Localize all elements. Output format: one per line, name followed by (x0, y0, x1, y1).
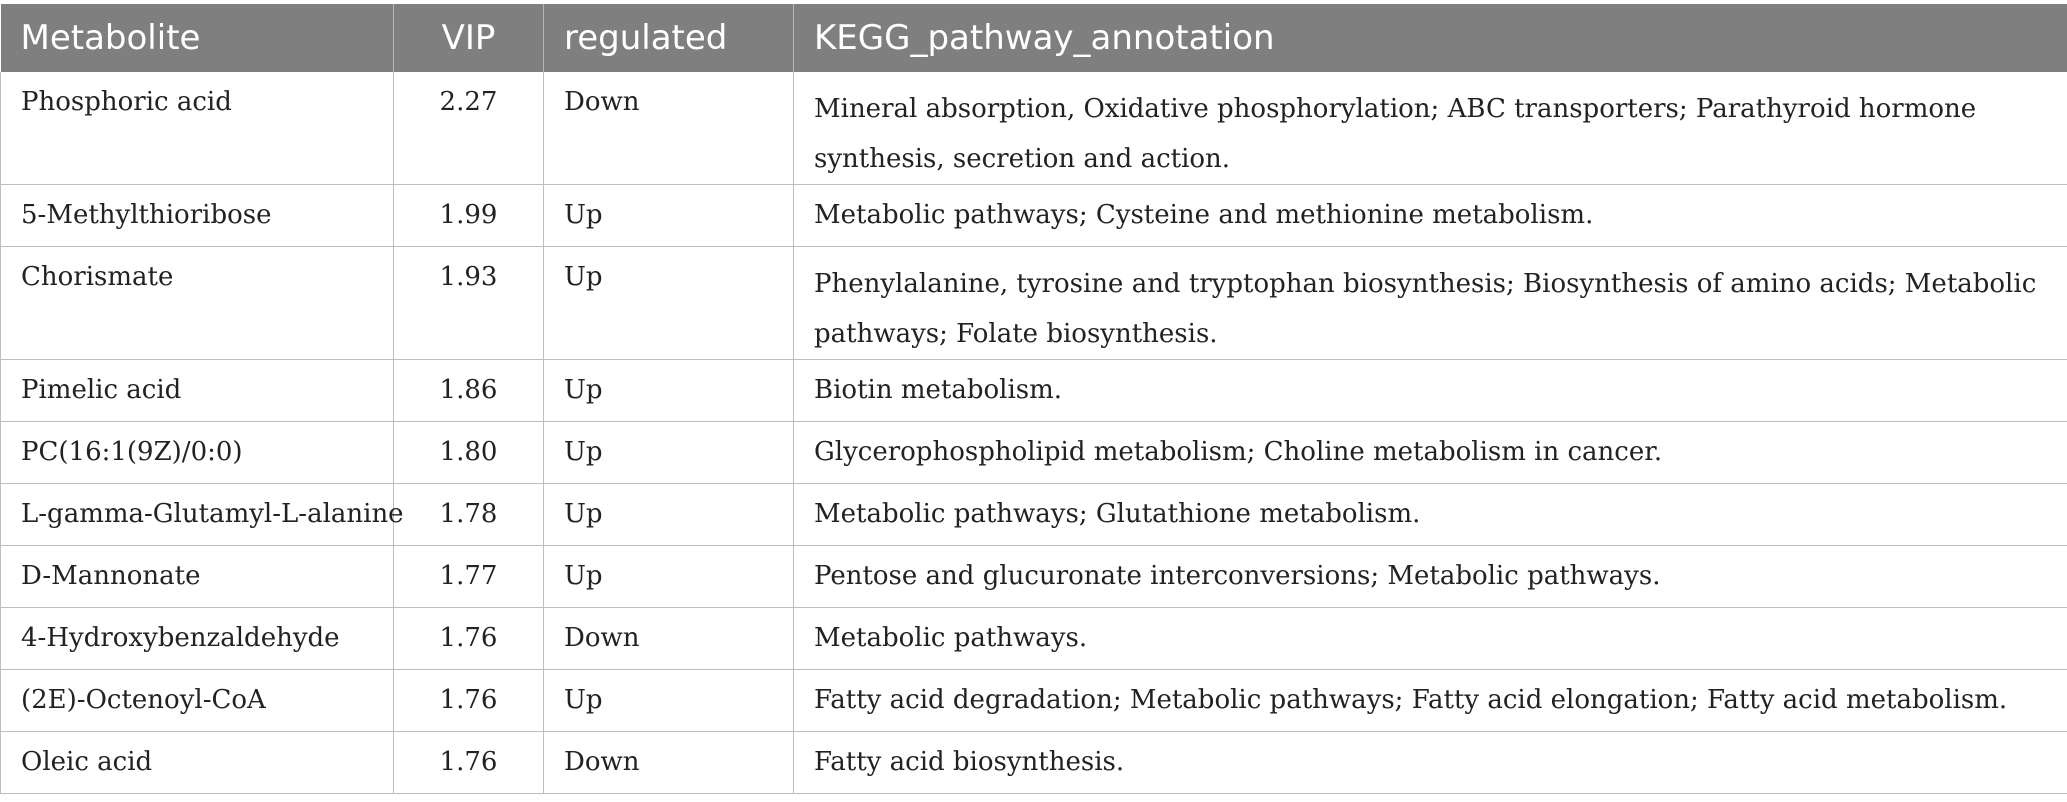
cell-vip: 2.27 (394, 72, 544, 185)
cell-regulated: Up (544, 546, 794, 608)
cell-metabolite: 4-Hydroxybenzaldehyde (1, 608, 394, 670)
header-kegg-pathway: KEGG_pathway_annotation (794, 4, 2067, 72)
table-body (1, 72, 2067, 794)
cell-regulated: Up (544, 422, 794, 484)
cell-kegg-pathway: Mineral absorption, Oxidative phosphorylation; ABC transporters; Parathyroid hormone synthesis, secretion and action. (794, 72, 2067, 185)
cell-kegg-pathway: Phenylalanine, tyrosine and tryptophan biosynthesis; Biosynthesis of amino acids; Metabolic pathways; Folate biosynthesis. (794, 247, 2067, 360)
cell-regulated: Down (544, 608, 794, 670)
cell-kegg-pathway: Fatty acid degradation; Metabolic pathways; Fatty acid elongation; Fatty acid metabolism. (794, 670, 2067, 732)
cell-regulated: Down (544, 72, 794, 185)
metabolite-table-container (0, 4, 2067, 794)
cell-kegg-pathway: Metabolic pathways; Cysteine and methionine metabolism. (794, 185, 2067, 247)
cell-kegg-pathway: Glycerophospholipid metabolism; Choline metabolism in cancer. (794, 422, 2067, 484)
table-row (1, 422, 2067, 484)
cell-metabolite: (2E)-Octenoyl-CoA (1, 670, 394, 732)
table-row (1, 72, 2067, 185)
cell-regulated: Up (544, 484, 794, 546)
cell-vip: 1.77 (394, 546, 544, 608)
cell-regulated: Up (544, 670, 794, 732)
metabolite-table (0, 4, 2067, 794)
table-row (1, 732, 2067, 794)
cell-vip: 1.99 (394, 185, 544, 247)
table-row (1, 247, 2067, 360)
header-vip: VIP (394, 4, 544, 72)
cell-vip: 1.80 (394, 422, 544, 484)
cell-metabolite: Phosphoric acid (1, 72, 394, 185)
cell-regulated: Down (544, 732, 794, 794)
table-row (1, 546, 2067, 608)
cell-metabolite: D-Mannonate (1, 546, 394, 608)
table-row (1, 608, 2067, 670)
cell-kegg-pathway: Metabolic pathways. (794, 608, 2067, 670)
cell-regulated: Up (544, 185, 794, 247)
cell-vip: 1.76 (394, 670, 544, 732)
cell-metabolite: L-gamma-Glutamyl-L-alanine (1, 484, 394, 546)
cell-vip: 1.86 (394, 360, 544, 422)
cell-kegg-pathway: Fatty acid biosynthesis. (794, 732, 2067, 794)
cell-vip: 1.78 (394, 484, 544, 546)
cell-vip: 1.93 (394, 247, 544, 360)
cell-metabolite: Chorismate (1, 247, 394, 360)
table-header (1, 4, 2067, 72)
header-row (1, 4, 2067, 72)
cell-vip: 1.76 (394, 608, 544, 670)
table-row (1, 484, 2067, 546)
table-row (1, 185, 2067, 247)
cell-regulated: Up (544, 360, 794, 422)
table-row (1, 670, 2067, 732)
cell-regulated: Up (544, 247, 794, 360)
cell-metabolite: Oleic acid (1, 732, 394, 794)
cell-kegg-pathway: Pentose and glucuronate interconversions; Metabolic pathways. (794, 546, 2067, 608)
cell-kegg-pathway: Metabolic pathways; Glutathione metabolism. (794, 484, 2067, 546)
cell-metabolite: PC(16:1(9Z)/0:0) (1, 422, 394, 484)
cell-metabolite: 5-Methylthioribose (1, 185, 394, 247)
header-regulated: regulated (544, 4, 794, 72)
header-metabolite: Metabolite (1, 4, 394, 72)
cell-vip: 1.76 (394, 732, 544, 794)
table-row (1, 360, 2067, 422)
cell-kegg-pathway: Biotin metabolism. (794, 360, 2067, 422)
cell-metabolite: Pimelic acid (1, 360, 394, 422)
